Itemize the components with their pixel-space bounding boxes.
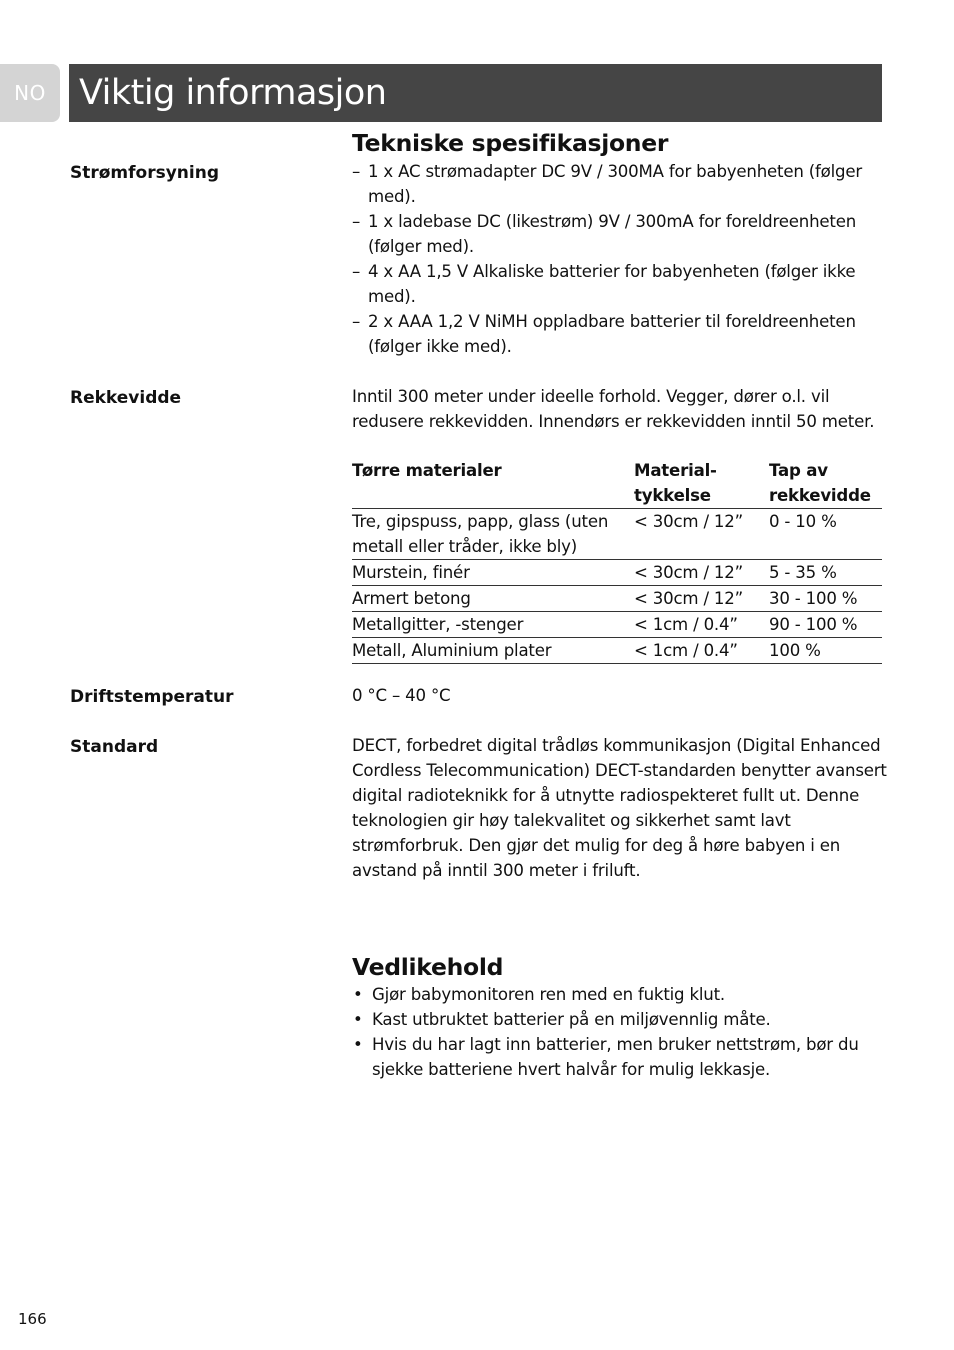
table-header: Material-tykkelse	[634, 458, 769, 509]
table-cell: < 30cm / 12”	[634, 509, 769, 560]
maintenance-heading: Vedlikehold	[352, 953, 504, 981]
table-header: Tørre materialer	[352, 458, 634, 509]
table-cell: Tre, gipspuss, papp, glass (uten metall eller tråder, ikke bly)	[352, 509, 634, 560]
standard-label: Standard	[70, 737, 159, 757]
standard-text: DECT, forbedret digital trådløs kommunikasjon (Digital Enhanced Cordless Telecommunication) DECT-standarden benytter avansert digital radioteknikk for å utnytte radiospekteret fullt ut. Denne teknologien gir høy talekvalitet og sikkerhet samt lavt strømforbruk. Den gjør det mulig for deg å høre babyen i en avstand på inntil 300 meter i friluft.	[352, 736, 887, 880]
table-cell: < 1cm / 0.4”	[634, 612, 769, 638]
language-tab: NO	[0, 64, 60, 122]
power-item: – 1 x ladebase DC (likestrøm) 9V / 300mA for foreldreenheten (følger med).	[352, 209, 887, 259]
table-cell: Metallgitter, -stenger	[352, 612, 634, 638]
table-row	[352, 612, 882, 638]
range-label: Rekkevidde	[70, 388, 182, 408]
table-cell: 100 %	[769, 638, 882, 664]
table-header-row	[352, 458, 882, 509]
table-cell: Murstein, finér	[352, 560, 634, 586]
power-item: – 4 x AA 1,5 V Alkaliske batterier for babyenheten (følger ikke med).	[352, 259, 887, 309]
temperature-value: 0 °C – 40 °C	[352, 686, 451, 705]
table-cell: < 30cm / 12”	[634, 560, 769, 586]
table-row	[352, 560, 882, 586]
table-cell: Metall, Aluminium plater	[352, 638, 634, 664]
range-loss-table	[352, 458, 882, 664]
range-text: Inntil 300 meter under ideelle forhold. Vegger, dører o.l. vil redusere rekkevidden. Innendørs er rekkevidden inntil 50 meter.	[352, 387, 875, 431]
specs-heading: Tekniske spesifikasjoner	[352, 129, 669, 157]
table-cell: 0 - 10 %	[769, 509, 882, 560]
table-cell: < 1cm / 0.4”	[634, 638, 769, 664]
power-item: – 1 x AC strømadapter DC 9V / 300MA for babyenheten (følger med).	[352, 159, 887, 209]
table-cell: Armert betong	[352, 586, 634, 612]
page-number: 166	[18, 1310, 47, 1328]
table-row	[352, 509, 882, 560]
table-cell: 90 - 100 %	[769, 612, 882, 638]
list-item: • Hvis du har lagt inn batterier, men bruker nettstrøm, bør du sjekke batteriene hvert halvår for mulig lekkasje.	[352, 1032, 887, 1082]
power-item: – 2 x AAA 1,2 V NiMH oppladbare batterier til foreldreenheten (følger ikke med).	[352, 309, 887, 359]
table-cell: 30 - 100 %	[769, 586, 882, 612]
table-row	[352, 638, 882, 664]
power-label: Strømforsyning	[70, 163, 220, 183]
table-cell: < 30cm / 12”	[634, 586, 769, 612]
table-cell: 5 - 35 %	[769, 560, 882, 586]
list-item: • Gjør babymonitoren ren med en fuktig klut.	[352, 982, 887, 1007]
maintenance-list	[352, 982, 887, 1082]
table-row	[352, 586, 882, 612]
title-bar	[69, 64, 882, 122]
power-list	[352, 159, 887, 359]
page-title: Viktig informasjon	[79, 73, 387, 113]
temperature-label: Driftstemperatur	[70, 687, 234, 707]
table-header: Tap av rekkevidde	[769, 458, 882, 509]
list-item: • Kast utbruktet batterier på en miljøvennlig måte.	[352, 1007, 887, 1032]
